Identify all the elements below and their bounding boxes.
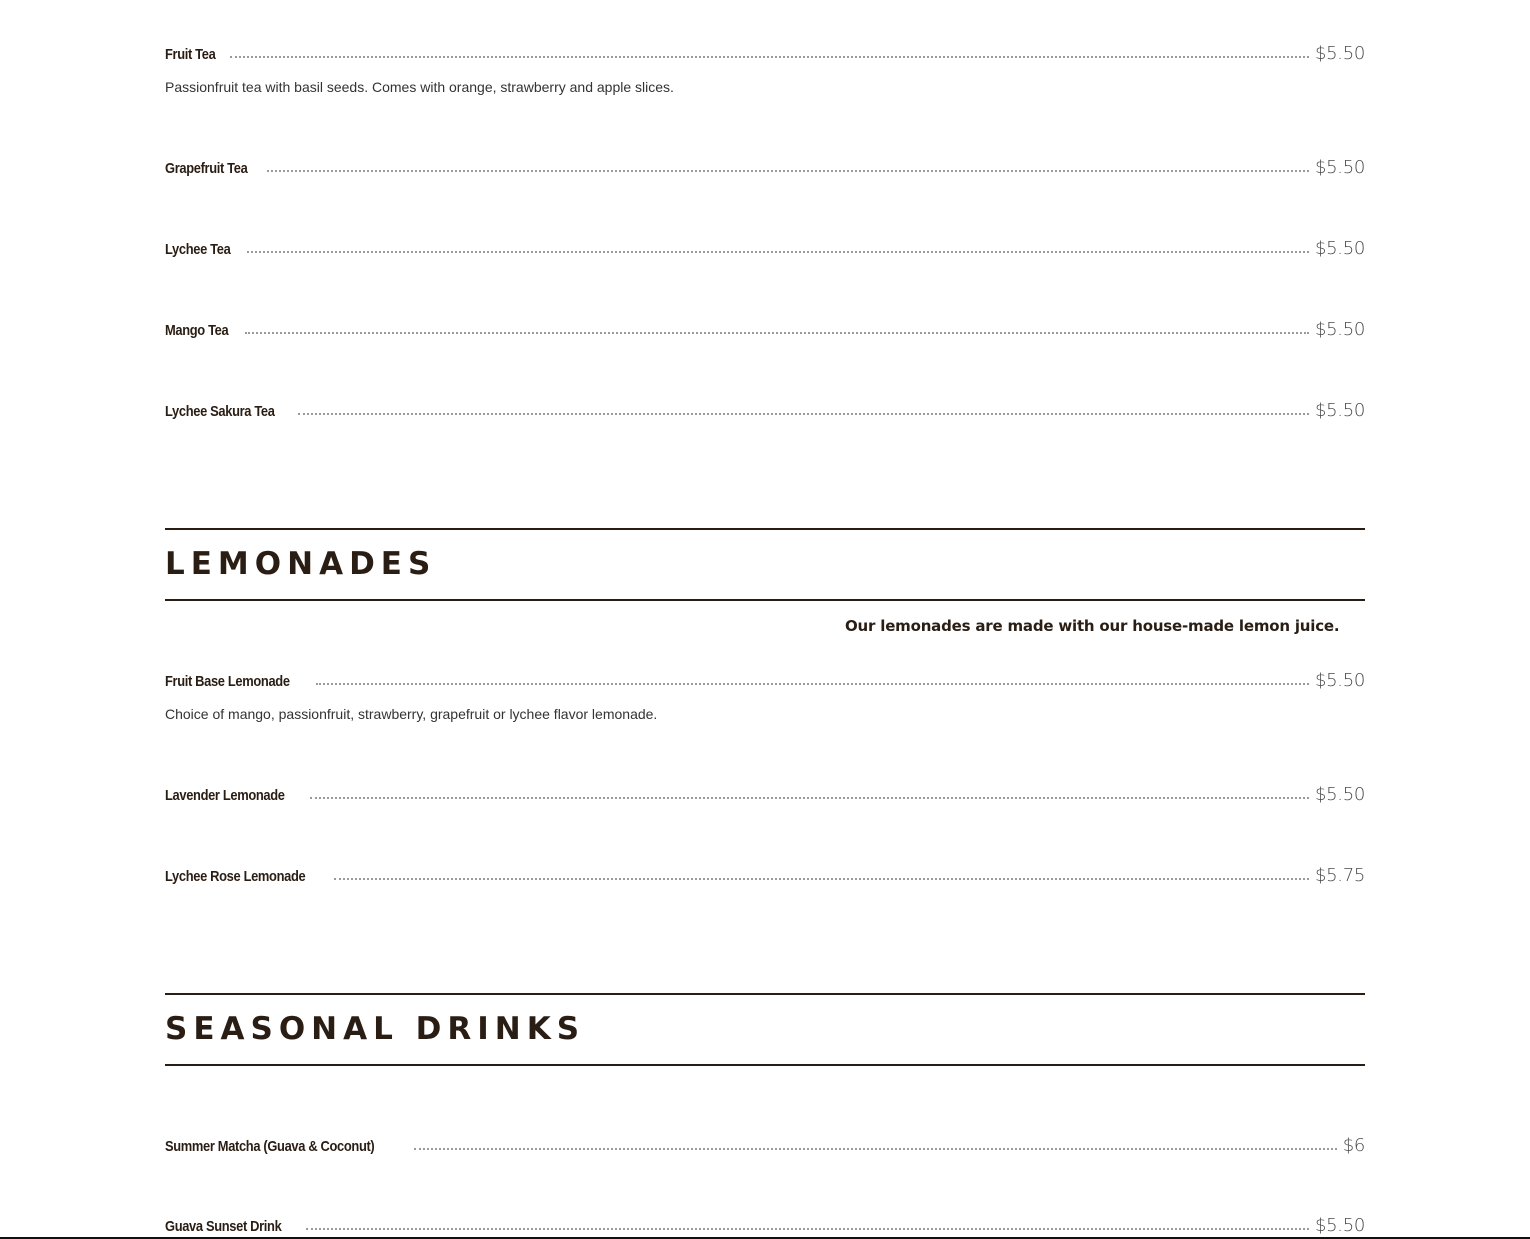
menu-item-lychee-sakura-tea [165, 401, 1365, 421]
menu-item-fruit-tea [165, 44, 1365, 96]
item-name: Fruit Base Lemonade [165, 673, 290, 690]
item-name: Lychee Tea [165, 241, 231, 258]
menu-item-lavender-lemonade [165, 785, 1365, 805]
item-description: Passionfruit tea with basil seeds. Comes with orange, strawberry and apple slices. [165, 79, 674, 95]
item-name: Lychee Rose Lemonade [165, 868, 306, 885]
dot-leader [245, 332, 1309, 334]
item-price: $5.75 [1314, 865, 1365, 886]
item-price: $5.50 [1314, 319, 1365, 340]
item-name: Grapefruit Tea [165, 160, 248, 177]
dot-leader [247, 251, 1309, 253]
item-name: Lavender Lemonade [165, 787, 285, 804]
item-name: Mango Tea [165, 322, 229, 339]
item-name: Summer Matcha (Guava & Coconut) [165, 1138, 375, 1155]
item-name: Fruit Tea [165, 46, 216, 63]
menu-item-fruit-base-lemonade [165, 671, 1365, 723]
menu-item-grapefruit-tea [165, 158, 1365, 178]
item-price: $5.50 [1314, 670, 1365, 691]
item-name: Lychee Sakura Tea [165, 403, 275, 420]
item-price: $5.50 [1314, 157, 1365, 178]
section-title: LEMONADES [165, 546, 437, 582]
item-description: Choice of mango, passionfruit, strawberry, grapefruit or lychee flavor lemonade. [165, 706, 658, 722]
dot-leader [267, 170, 1309, 172]
dot-leader [306, 1228, 1309, 1230]
dot-leader [230, 56, 1309, 58]
item-price: $5.50 [1314, 784, 1365, 805]
item-price: $5.50 [1314, 400, 1365, 421]
item-price: $5.50 [1314, 43, 1365, 64]
item-name: Guava Sunset Drink [165, 1218, 282, 1235]
dot-leader [310, 797, 1309, 799]
menu-item-guava-sunset-drink [165, 1216, 1365, 1236]
section-title: SEASONAL DRINKS [165, 1011, 586, 1047]
menu-item-lychee-tea [165, 239, 1365, 259]
item-price: $5.50 [1314, 1215, 1365, 1236]
dot-leader [298, 413, 1309, 415]
menu-item-mango-tea [165, 320, 1365, 340]
menu-item-summer-matcha [165, 1136, 1365, 1156]
menu-item-lychee-rose-lemonade [165, 866, 1365, 886]
lemonades-note: Our lemonades are made with our house-made lemon juice. [845, 617, 1340, 635]
item-price: $6 [1342, 1135, 1365, 1156]
seasonal-section-header [165, 993, 1365, 1066]
dot-leader [316, 683, 1309, 685]
dot-leader [334, 878, 1309, 880]
item-price: $5.50 [1314, 238, 1365, 259]
dot-leader [414, 1148, 1336, 1150]
lemonades-section-header [165, 528, 1365, 601]
